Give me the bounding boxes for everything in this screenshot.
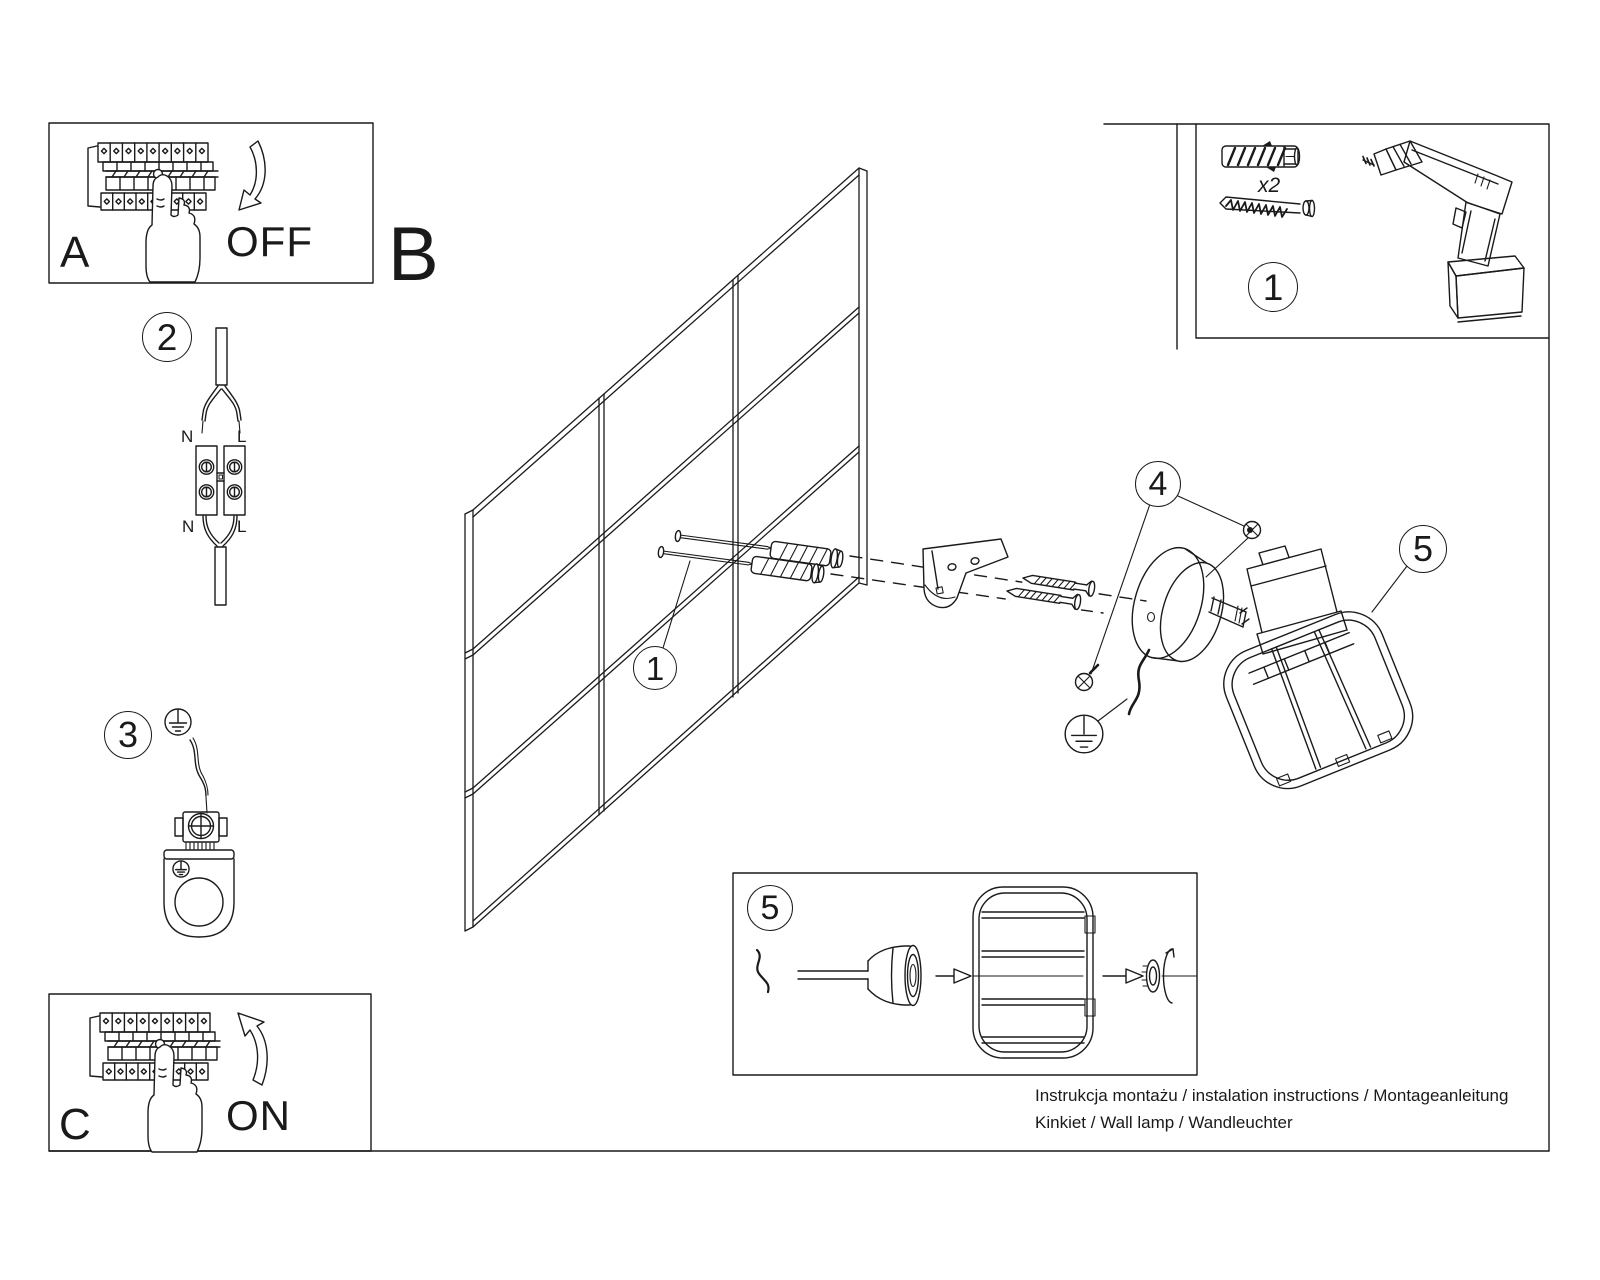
wall-plug-icon (1222, 141, 1300, 172)
lamp-socket-icon (868, 946, 921, 1006)
leader-line (1091, 504, 1150, 674)
terminal-label-l-bottom: L (237, 517, 247, 536)
drill-icon (1363, 141, 1524, 322)
screw-icon (1220, 197, 1315, 217)
footer-line-2: Kinkiet / Wall lamp / Wandleuchter (1035, 1113, 1293, 1132)
arrow-right-icon (954, 969, 971, 983)
terminal-label-l-top: L (237, 427, 247, 446)
tools-box (1196, 124, 1549, 338)
hardware-quantity: x2 (1258, 174, 1281, 197)
lamp-shade-cage (1213, 601, 1423, 799)
marker-step-5: 5 (1399, 525, 1447, 573)
curved-arrow-down-icon (239, 141, 265, 210)
footer-line-1: Instrukcja montażu / instalation instructions / Montageanleitung (1035, 1086, 1509, 1105)
marker-step-4: 4 (1135, 461, 1181, 507)
leader-line (1372, 566, 1407, 612)
terminal-block-icon (196, 446, 245, 515)
panel-b-label: B (388, 212, 439, 297)
panel-c-state: ON (226, 1092, 291, 1139)
panel-c (49, 994, 371, 1152)
terminal-label-n-bottom: N (182, 517, 195, 536)
earth-symbol-icon (165, 709, 191, 735)
earth-symbol-icon (1065, 715, 1103, 753)
cable-bottom (215, 547, 226, 605)
panel-a-state: OFF (226, 218, 313, 265)
leader-line (1206, 538, 1248, 577)
wire-terminal-diagram (196, 328, 245, 605)
page-frame (49, 124, 1549, 1151)
ring-nut-icon (1142, 960, 1160, 992)
shade-assembly-detail (733, 873, 1197, 1075)
panel-a (49, 123, 373, 283)
lamp-head (1213, 546, 1423, 799)
cable-top (216, 328, 227, 385)
terminal-label-n-top: N (181, 427, 194, 446)
arrow-right-icon (1126, 969, 1143, 983)
marker-wall-1: 1 (633, 646, 677, 690)
fixing-screw-icon (1076, 665, 1099, 691)
marker-step-3: 3 (104, 711, 152, 759)
earth-socket-diagram (164, 709, 234, 937)
lamp-base-icon (164, 850, 234, 937)
cord-icon (757, 950, 769, 992)
earth-wire (1129, 650, 1149, 714)
leader-line (1178, 496, 1244, 526)
curved-arrow-up-icon (238, 1013, 267, 1085)
leader-line (1098, 699, 1127, 721)
marker-step-2: 2 (142, 312, 192, 362)
earth-terminal-icon (175, 812, 227, 850)
cage-side-view (973, 887, 1095, 1058)
mounting-bracket (923, 539, 1008, 608)
marker-tools-box: 1 (1248, 262, 1298, 312)
fixing-screw-icon (1244, 522, 1261, 539)
panel-a-label: A (60, 228, 90, 277)
marker-shade-box: 5 (747, 885, 793, 931)
canopy (1120, 539, 1246, 714)
panel-c-label: C (59, 1100, 91, 1149)
